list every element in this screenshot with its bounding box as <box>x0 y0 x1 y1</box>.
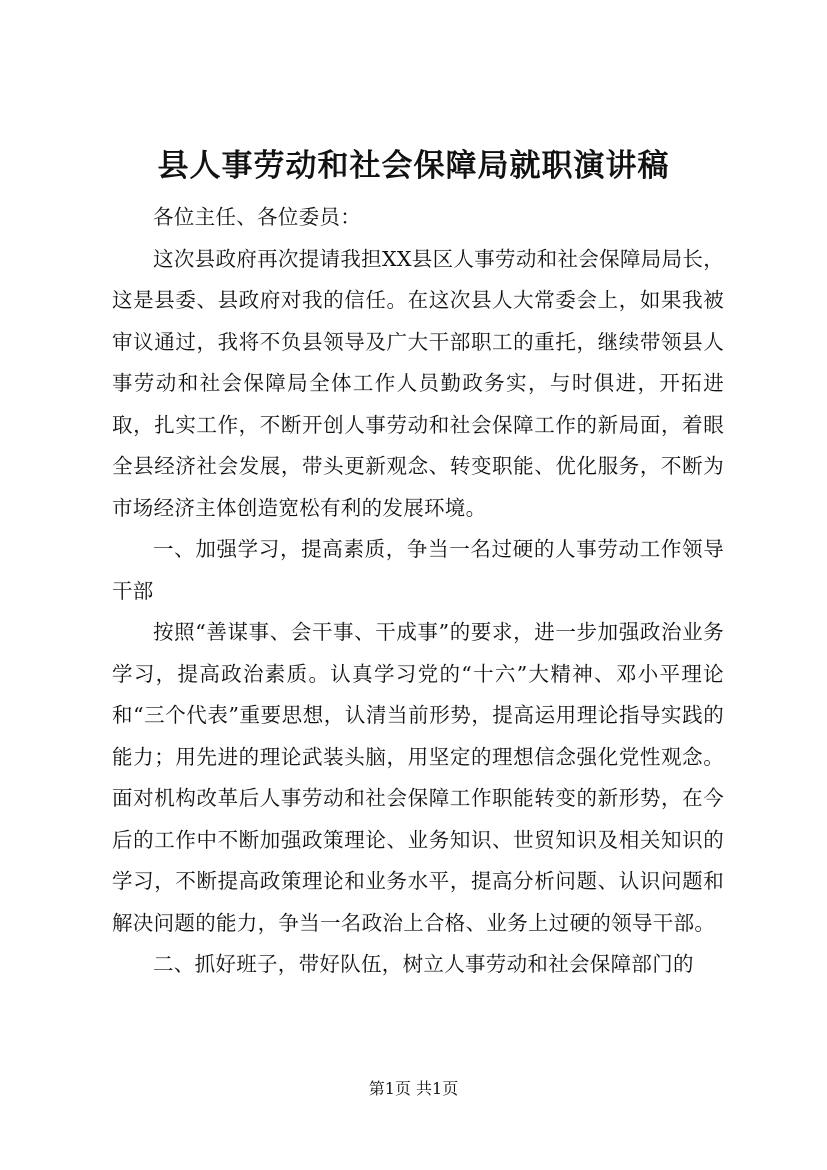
section-heading-1: 一、加强学习，提高素质，争当一名过硬的人事劳动工作领导干部 <box>112 537 724 603</box>
section-1-paragraph: 按照“善谋事、会干事、干成事”的要求，进一步加强政治业务学习，提高政治素质。认真学习党的“十六”大精神、邓小平理论和“三个代表”重要思想，认清当前形势，提高运用理论指导实践的能力；用先进的理论武装头脑，用坚定的理想信念强化党性观念。面对机构改革后人事劳动和社会保障工作职能转变的新形势，在今后的工作中不断加强政策理论、业务知识、世贸知识及相关知识的学习，不断提高政策理论和业务水平，提高分析问题、认识问题和解决问题的能力，争当一名政治上合格、业务上过硬的领导干部。 <box>112 620 724 935</box>
section-heading-2: 二、抓好班子，带好队伍，树立人事劳动和社会保障部门的 <box>153 952 694 976</box>
intro-paragraph: 这次县政府再次提请我担XX县区人事劳动和社会保障局局长，这是县委、县政府对我的信任。在这次县人大常委会上，如果我被审议通过，我将不负县领导及广大干部职工的重托，继续带领县人事劳动和社会保障局全体工作人员勤政务实，与时俱进，开拓进取，扎实工作，不断开创人事劳动和社会保障工作的新局面，着眼全县经济社会发展，带头更新观念、转变职能、优化服务，不断为市场经济主体创造宽松有利的发展环境。 <box>112 246 724 520</box>
document-body <box>112 197 724 986</box>
salutation-paragraph: 各位主任、各位委员： <box>153 205 361 229</box>
document-title: 县人事劳动和社会保障局就职演讲稿 <box>157 148 670 184</box>
page-footer: 第1页 共1页 <box>368 1079 459 1098</box>
